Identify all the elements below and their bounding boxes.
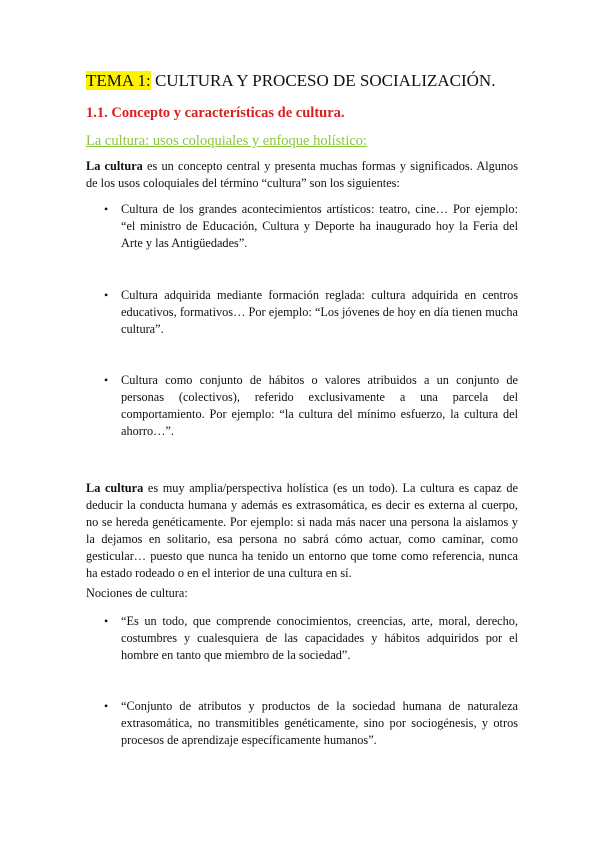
holistic-text: es muy amplia/perspectiva holística (es un todo). La cultura es capaz de deducir la conducta humana y además es extrasomática, es decir es externa al cuerpo, no se hereda genéticamente. Por ejemplo: si nada más nacer una persona la aislamos y la dejamos en solitario, esa persona no sabrá cómo actuar, como caminar, como gesticular… puesto que nunca ha tenido un entorno que tome como referencia, nunca ha estado rodeado o en el interior de una cultura en sí. bbox=[86, 481, 518, 580]
intro-paragraph bbox=[86, 158, 518, 192]
title-text: CULTURA Y PROCESO DE SOCIALIZACIÓN. bbox=[150, 71, 496, 90]
list-item-text: “Conjunto de atributos y productos de la sociedad humana de naturaleza extrasomática, no transmitibles genéticamente, sino por sociogénesis, y otros procesos de aprendizaje específicamente humanos”. bbox=[121, 699, 518, 747]
holistic-bold: La cultura bbox=[86, 481, 144, 495]
list-item bbox=[86, 287, 518, 338]
bullet-icon: • bbox=[104, 288, 109, 302]
holistic-paragraph bbox=[86, 480, 518, 582]
intro-text: es un concepto central y presenta muchas formas y significados. Algunos de los usos coloquiales del término “cultura” son los siguientes: bbox=[86, 159, 518, 190]
list-item bbox=[86, 372, 518, 440]
section-heading: La cultura: usos coloquiales y enfoque holístico: bbox=[86, 133, 368, 149]
usos-list bbox=[86, 201, 518, 252]
list-item bbox=[86, 201, 518, 252]
list-item-text: Cultura adquirida mediante formación reglada: cultura adquirida en centros educativos, formativos… Por ejemplo: “Los jóvenes de hoy en día tienen mucha cultura”. bbox=[121, 288, 518, 336]
nociones-list bbox=[86, 613, 518, 664]
list-item bbox=[86, 613, 518, 664]
title-highlight: TEMA 1: bbox=[86, 71, 151, 90]
bullet-icon: • bbox=[104, 699, 109, 713]
bullet-icon: • bbox=[104, 202, 109, 216]
nociones-label: Nociones de cultura: bbox=[86, 586, 188, 600]
bullet-icon: • bbox=[104, 614, 109, 628]
nociones-list bbox=[86, 698, 518, 749]
usos-list bbox=[86, 287, 518, 338]
usos-list bbox=[86, 372, 518, 440]
list-item-text: Cultura de los grandes acontecimientos artísticos: teatro, cine… Por ejemplo: “el ministro de Educación, Cultura y Deporte ha inaugurado hoy la Feria del Arte y las Antigüedades”. bbox=[121, 202, 518, 250]
list-item-text: Cultura como conjunto de hábitos o valores atribuidos a un conjunto de personas (colectivos), referido exclusivamente a una parcela del comportamiento. Por ejemplo: “la cultura del mínimo esfuerzo, la cultura del ahorro…”. bbox=[121, 373, 518, 438]
intro-bold: La cultura bbox=[86, 159, 143, 173]
bullet-icon: • bbox=[104, 373, 109, 387]
list-item-text: “Es un todo, que comprende conocimientos, creencias, arte, moral, derecho, costumbres y cualesquiera de las capacidades y hábitos adquiridos por el hombre en tanto que miembro de la sociedad”. bbox=[121, 614, 518, 662]
list-item bbox=[86, 698, 518, 749]
subtitle: 1.1. Concepto y características de cultura. bbox=[86, 105, 345, 121]
page-title bbox=[86, 70, 518, 92]
